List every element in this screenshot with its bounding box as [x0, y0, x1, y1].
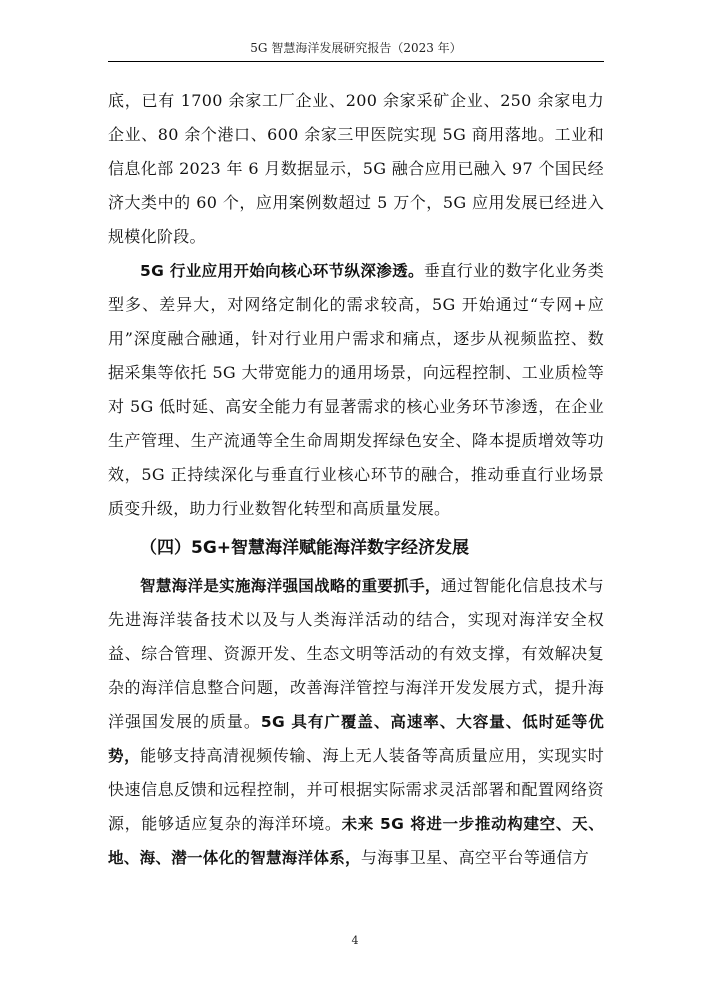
paragraph-body: 垂直行业的数字化业务类型多、差异大，对网络定制化的需求较高，5G 开始通过“专网+应用”深度融合融通，针对行业用户需求和痛点，逐步从视频监控、数据采集等依托 5G 大带宽能力的通用场景，向远程控制、工业质检等对 5G 低时延、高安全能力有显著需求的核心业务环节渗透，在企业生产管理、生产流通等全生命周期发挥绿色安全、降本提质增效等功效，5G 正持续深化与垂直行业核心环节的融合，推动垂直行业场景质变升级，助力行业数智化转型和高质量发展。	[108, 261, 604, 518]
paragraph-body: 能够支持高清视频传输、海上无人装备等高质量应用，实现实时快速信息反馈和远程控制，并可根据实际需求灵活部署和配置网络资源，能够适应复杂的海洋环境。	[108, 746, 604, 833]
paragraph-continuation: 底，已有 1700 余家工厂企业、200 余家采矿企业、250 余家电力企业、80 余个港口、600 余家三甲医院实现 5G 商用落地。工业和信息化部 2023 年 6 月数据显示，5G 融合应用已融入 97 个国民经济大类中的 60 个，应用案例数超过 5 万个，5G 应用发展已经进入规模化阶段。	[108, 91, 604, 246]
paragraph-emphasis-bold: 未来 5G 将进一步推动构建空、天、地、海、潜一体化的智慧海洋体系，	[108, 815, 605, 867]
paragraph-lead-bold: 5G 行业应用开始向核心环节纵深渗透。	[140, 262, 424, 280]
running-header: 5G 智慧海洋发展研究报告（2023 年）	[250, 41, 462, 55]
paragraph-body: 与海事卫星、高空平台等通信方	[360, 848, 590, 867]
paragraph-smart-ocean	[108, 569, 604, 875]
paragraph-lead-bold: 智慧海洋是实施海洋强国战略的重要抓手，	[140, 577, 441, 595]
body-text	[108, 84, 604, 875]
paragraph-5g-industry	[108, 254, 604, 526]
page-number: 4	[351, 934, 359, 947]
header-rule	[108, 61, 604, 62]
section-heading: （四）5G+智慧海洋赋能海洋数字经济发展	[140, 538, 470, 558]
paragraph-body: 通过智能化信息技术与先进海洋装备技术以及与人类海洋活动的结合，实现对海洋安全权益、综合管理、资源开发、生态文明等活动的有效支撑，有效解决复杂的海洋信息整合问题，改善海洋管控与海洋开发发展方式，提升海洋强国发展的质量。	[108, 576, 604, 731]
paragraph-emphasis-bold: 5G 具有广覆盖、高速率、大容量、低时延等优势，	[108, 713, 604, 765]
